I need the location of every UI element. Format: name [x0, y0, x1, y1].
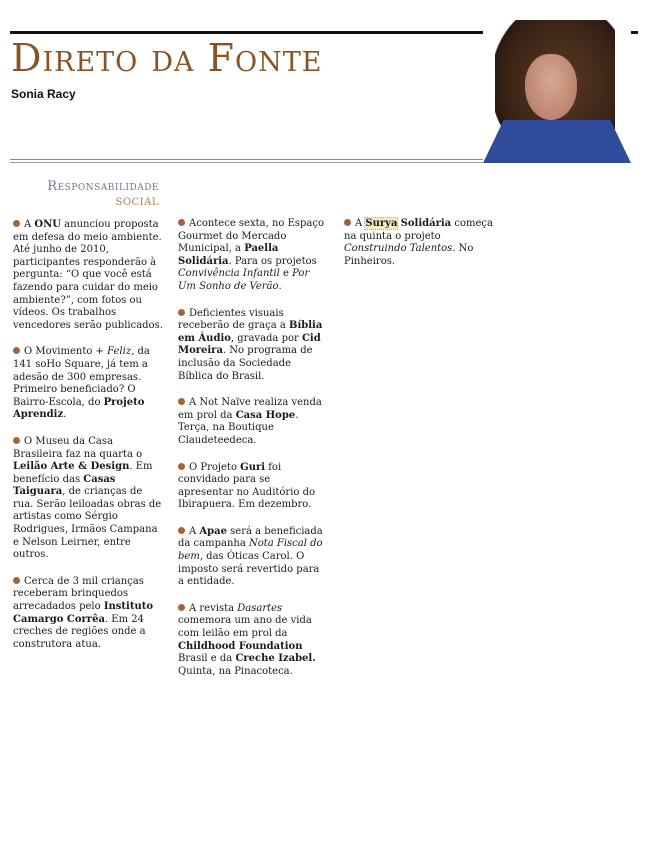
text-column-1 [13, 219, 163, 665]
news-item [178, 397, 328, 447]
bullet-icon [178, 219, 185, 226]
photo-face [525, 54, 577, 120]
bullet-icon [178, 463, 185, 470]
italic-text: Dasartes [237, 602, 283, 614]
bullet-icon [178, 604, 185, 611]
news-item [344, 218, 494, 268]
bullet-icon [13, 347, 20, 354]
bullet-icon [178, 309, 185, 316]
bold-text: Bíblia em Áudio [178, 320, 323, 344]
bullet-icon [344, 219, 351, 226]
bold-text: Childhood Foundation [178, 640, 303, 652]
item-text: da 141 soHo Square, já tem a adesão de 300 empresas. Primeiro beneficiado? O Bairro-Escola, do [13, 346, 150, 408]
bold-text: Apae [199, 525, 227, 537]
news-item [178, 603, 328, 679]
item-text: , das Óticas Carol. O imposto será revertido para a entidade. [178, 551, 320, 588]
byline: Sonia Racy [11, 87, 76, 101]
bullet-icon [13, 577, 20, 584]
item-text: . Em benefício das [13, 461, 153, 485]
bullet-icon [178, 398, 185, 405]
item-text: comemora um ano de vida com leilão em prol da [178, 615, 312, 640]
item-text: . Terça, na Boutique Claudeteedeca. [178, 409, 299, 446]
photo-shirt [483, 120, 631, 163]
italic-text: Convivência Infantil [178, 268, 280, 280]
item-text: , gravada por [230, 332, 302, 344]
item-text: Quinta, na Pinacoteca. [178, 665, 293, 677]
item-text: O Projeto [189, 461, 241, 473]
section-heading-line1: Responsabilidade [47, 179, 159, 194]
bullet-icon [178, 527, 185, 534]
section-heading-line2: social [115, 193, 159, 209]
news-item [178, 308, 328, 384]
bold-text: Instituto Camargo Corrêa [13, 601, 154, 625]
item-text: , de crianças de rua. Serão leiloadas obras de artistas como Sérgio Rodrigues, Irmãos Campana e Nelson Leirner, entre outros. [13, 486, 162, 561]
bold-text: Casas Taiguara [13, 473, 116, 498]
columnist-photo [483, 20, 631, 163]
item-text: . [278, 280, 282, 292]
bold-text: Cid Moreira [178, 332, 321, 357]
item-text: começa na quinta o projeto [344, 218, 493, 242]
item-text: Brasil e da [178, 653, 236, 665]
news-item [13, 436, 163, 562]
bold-text: Guri [240, 461, 266, 473]
item-text: anunciou proposta em defesa do meio ambiente. Até junho de 2010, participantes responderão à pergunta: “O que você está fazendo para cuidar do meio ambiente?”, com fotos ou vídeos. Os trabalhos vencedores serão publicados. [13, 219, 163, 331]
bold-text: Surya [365, 218, 398, 229]
section-heading [14, 180, 159, 208]
bold-text: ONU [34, 219, 61, 230]
item-text: A [355, 218, 366, 229]
item-text: . [63, 409, 67, 421]
bold-text: Leilão Arte & Design [13, 461, 130, 473]
item-text: será a beneficiada da campanha [178, 525, 323, 550]
bold-text: Projeto Aprendiz [13, 396, 145, 421]
text-column-2 [178, 218, 328, 692]
italic-text: Construindo Talentos [344, 243, 453, 255]
italic-text: Por Um Sonho de Verão [178, 268, 310, 292]
bold-text: Solidária [400, 218, 452, 229]
news-item [13, 576, 163, 652]
item-text: . No Pinheiros. [344, 243, 474, 267]
item-text: Cerca de 3 mil crianças receberam brinquedos arrecadados pelo [13, 575, 144, 613]
column-title-text: Direto da Fonte [11, 36, 323, 80]
bold-text: Paella Solidária [178, 243, 279, 267]
item-text: foi convidado para se apresentar no Auditório do Ibirapuera. Em dezembro. [178, 461, 316, 511]
text-column-3 [344, 218, 494, 282]
item-text: O Museu da Casa Brasileira faz na quarta o [13, 435, 143, 460]
news-item [178, 462, 328, 512]
item-text: . No programa de inclusão da Sociedade Bíblica do Brasil. [178, 345, 313, 382]
item-text: A Not Naïve realiza venda em prol da [178, 397, 322, 421]
bold-text: Casa Hope [235, 409, 296, 421]
item-text: Deficientes visuais receberão de graça a [178, 307, 290, 332]
item-text: e [279, 268, 293, 280]
bullet-icon [13, 220, 20, 227]
item-text: . Em 24 creches de regiões onde a construtora atua. [13, 613, 146, 650]
bullet-icon [13, 437, 20, 444]
news-item [13, 346, 163, 422]
italic-text: Nota Fiscal do bem [178, 538, 323, 563]
item-text: A [24, 219, 35, 230]
item-text: A [189, 525, 200, 537]
news-item [13, 219, 163, 332]
news-item [178, 526, 328, 589]
news-item [178, 218, 328, 294]
masthead-bottom-rule [10, 159, 488, 163]
italic-text: Feliz, [107, 346, 135, 358]
item-text: A revista [189, 602, 238, 614]
item-text: O Movimento + [24, 346, 108, 358]
column-title [11, 36, 322, 80]
item-text: Acontece sexta, no Espaço Gourmet do Mercado Municipal, a [178, 218, 324, 255]
item-text: . Para os projetos [228, 255, 317, 267]
bold-text: Creche Izabel. [235, 653, 316, 665]
